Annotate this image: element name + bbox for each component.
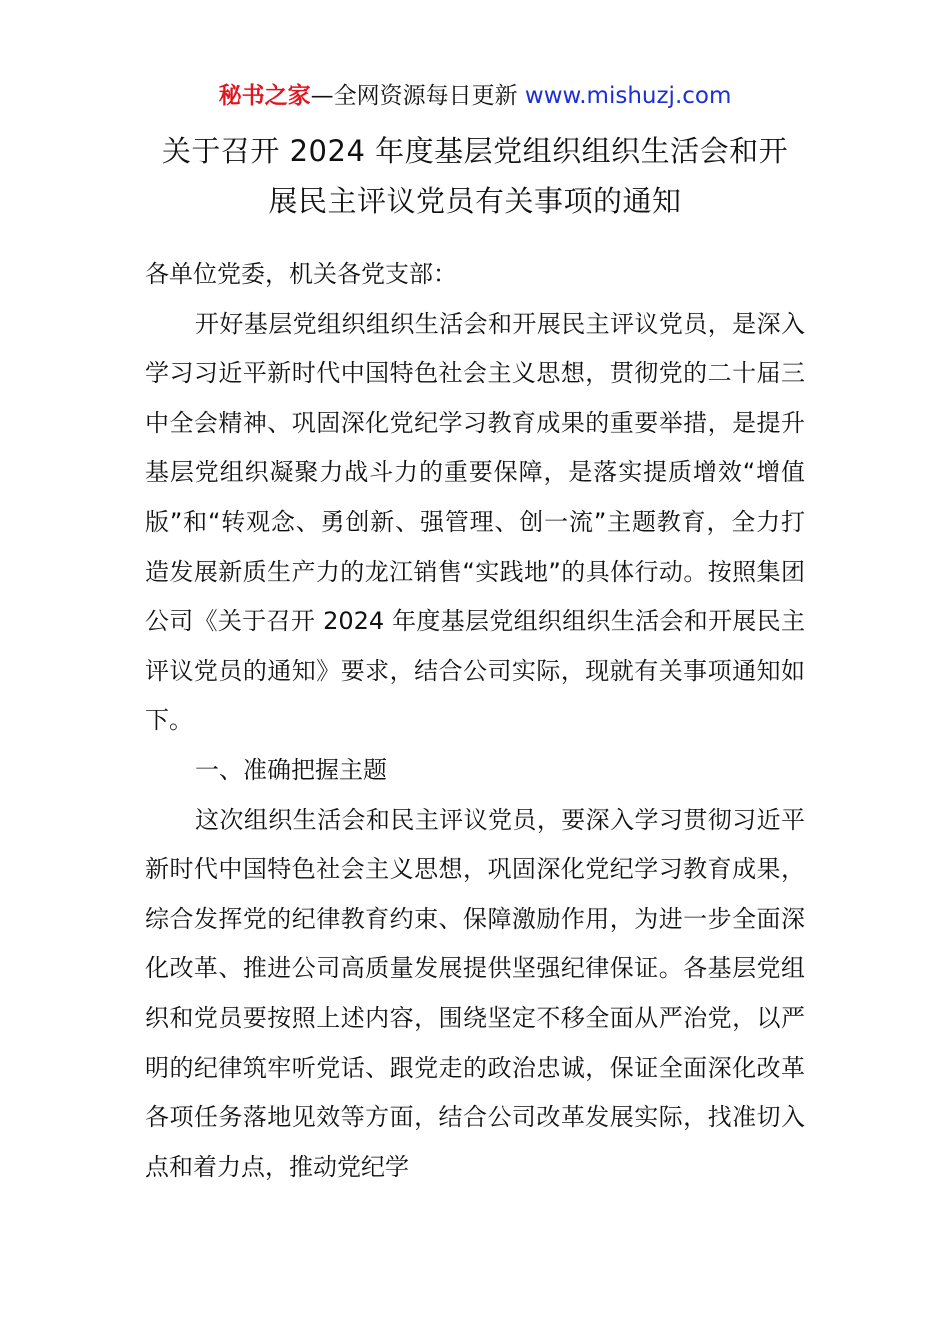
header-slogan: —全网资源每日更新 <box>310 83 525 109</box>
document-body <box>145 250 805 1192</box>
section-1-paragraph: 这次组织生活会和民主评议党员，要深入学习贯彻习近平新时代中国特色社会主义思想，巩固深化党纪学习教育成果，综合发挥党的纪律教育约束、保障激励作用，为进一步全面深化改革、推进公司高质量发展提供坚强纪律保证。各基层党组织和党员要按照上述内容，围绕坚定不移全面从严治党，以严明的纪律筑牢听党话、跟党走的政治忠诚，保证全面深化改革各项任务落地见效等方面，结合公司改革发展实际，找准切入点和着力点，推动党纪学 <box>145 805 805 1181</box>
site-url-link[interactable]: www.mishuzj.com <box>524 83 732 109</box>
section-heading-1: 一、准确把握主题 <box>195 755 387 784</box>
salutation: 各单位党委，机关各党支部： <box>145 260 457 288</box>
intro-paragraph: 开好基层党组织组织生活会和开展民主评议党员，是深入学习习近平新时代中国特色社会主义思想，贯彻党的二十届三中全会精神、巩固深化党纪学习教育成果的重要举措，是提升基层党组织凝聚力战斗力的重要保障，是落实提质增效“增值版”和“转观念、勇创新、强管理、创一流”主题教育，全力打造发展新质生产力的龙江销售“实践地”的具体行动。按照集团公司《关于召开 2024 年度基层党组织组织生活会和开展民主评议党员的通知》要求，结合公司实际，现就有关事项通知如下。 <box>145 309 805 735</box>
site-header <box>0 80 950 112</box>
brand-name: 秘书之家 <box>218 83 311 109</box>
title-line-1: 关于召开 2024 年度基层党组织组织生活会和开 <box>161 134 789 168</box>
document-title <box>100 126 850 226</box>
title-line-2: 展民主评议党员有关事项的通知 <box>268 184 682 218</box>
